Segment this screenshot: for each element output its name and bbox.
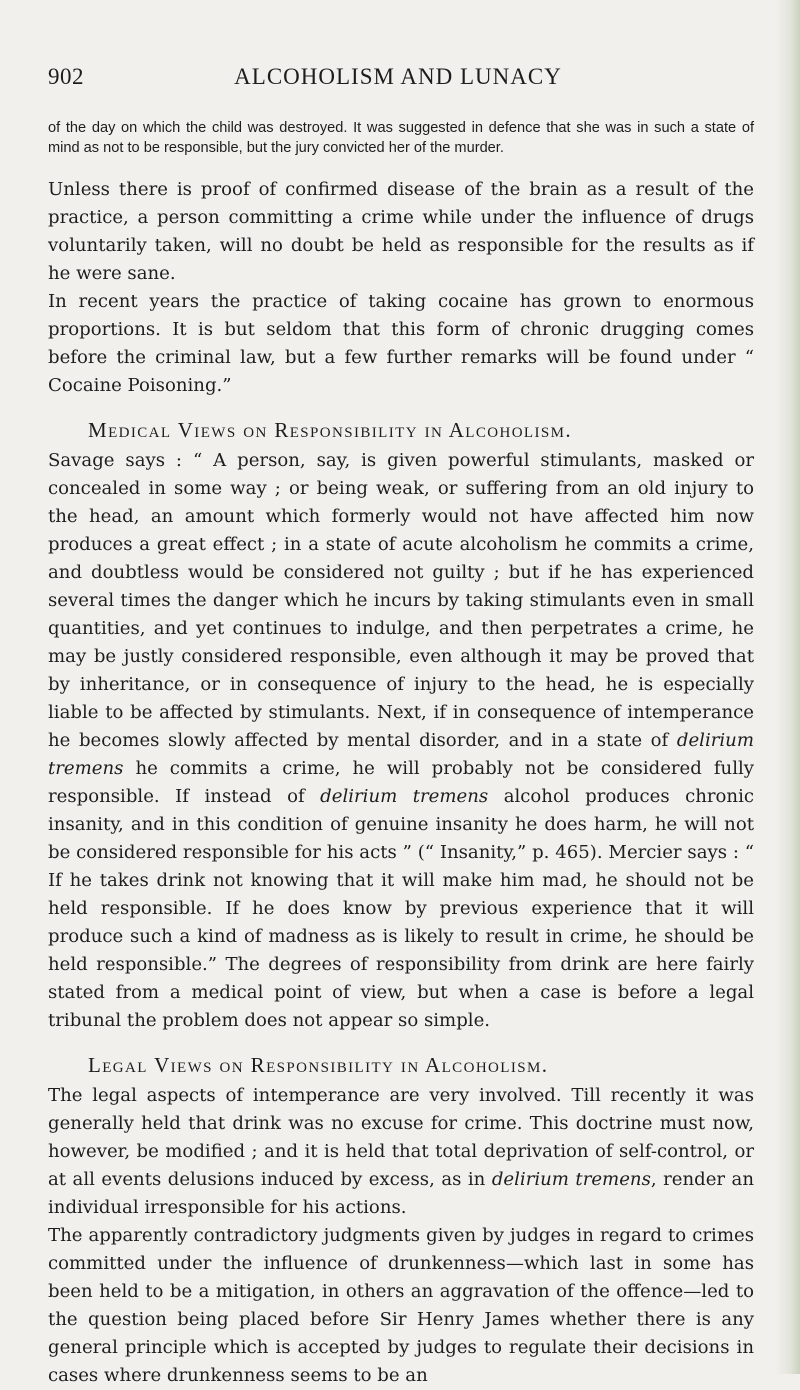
text-run: Savage says : “ A person, say, is given powerful stimulants, masked or concealed in some way ; or being weak, or suffering from an old injury to the head, an amount which formerly would not have affected him now produces a great effect ; in a state of acute alcoholism he commits a crime, and doubtless would be considered not guilty ; but if he has experienced several times the danger which he incurs by taking stimulants even in small quantities, and yet continues to indulge, and then perpetrates a crime, he may be justly considered responsible, even although it may be proved that by inheritance, or in consequence of injury to the head, he is especially liable to be affected by stimulants. Next, if in consequence of intemperance he becomes slowly affected by mental disorder, and in a state of [48,450,754,751]
page-body [48,118,754,1390]
text-run: The legal aspects of intemperance are very involved. Till recently it was generally held that drink was no excuse for crime. This doctrine must now, however, be modified ; and it is held that total deprivation of self-control, or at all events delusions induced by excess, as in [48,1085,754,1190]
paragraph-contradictory-judgments: The apparently contradictory judgments given by judges in regard to crimes committed under the influence of drunkenness—which last in some has been held to be a mitigation, in others an aggravation of the offence—led to the question being placed before Sir Henry James whether there is any general principle which is accepted by judges to regulate their decisions in cases where drunkenness seems to be an [48,1225,754,1386]
italic-term: delirium tremens [48,730,754,779]
text-run: he commits a crime, he will probably not be considered fully responsible. If instead of [48,758,754,807]
paragraph-cocaine: In recent years the practice of taking cocaine has grown to enormous proportions. It is but seldom that this form of chronic drugging comes before the criminal law, but a few further remarks will be found under “ Cocaine Poisoning.” [48,291,754,396]
paragraph-savage-mercier [48,447,754,1035]
text-run: , render an individual irresponsible for his actions. [48,1169,754,1218]
page-header [48,64,748,104]
paragraph-legal-aspects [48,1082,754,1222]
running-head: ALCOHOLISM AND LUNACY [234,64,562,89]
italic-term: delirium tremens [491,1169,651,1190]
text-run: alcohol produces chronic insanity, and in this condition of genuine insanity he does harm, he will not be considered responsible for his acts ” (“ Insanity,” p. 465). Mercier says : “ If he takes drink not knowing that it will make him mad, he should not be held responsible. If he does know by previous experience that it will produce such a kind of madness as is likely to result in crime, he should be held responsible.” The degrees of responsibility from drink are here fairly stated from a medical point of view, but when a case is before a legal tribunal the problem does not appear so simple. [48,786,755,1031]
page-edge-shadow [776,0,800,1374]
section-heading-medical-views: Medical Views on Responsibility in Alcoholism. [88,418,573,442]
section-heading-legal-views: Legal Views on Responsibility in Alcoholism. [88,1053,549,1077]
paragraph-drug-responsibility: Unless there is proof of confirmed disease of the brain as a result of the practice, a person committing a crime while under the influence of drugs voluntarily taken, will no doubt be held as responsible for the results as if he were sane. [48,179,754,284]
italic-term: delirium tremens [320,786,489,807]
paragraph-continuation: of the day on which the child was destroyed. It was suggested in defence that she was in such a state of mind as not to be responsible, but the jury convicted her of the murder. [48,120,754,156]
page-number: 902 [48,64,84,89]
